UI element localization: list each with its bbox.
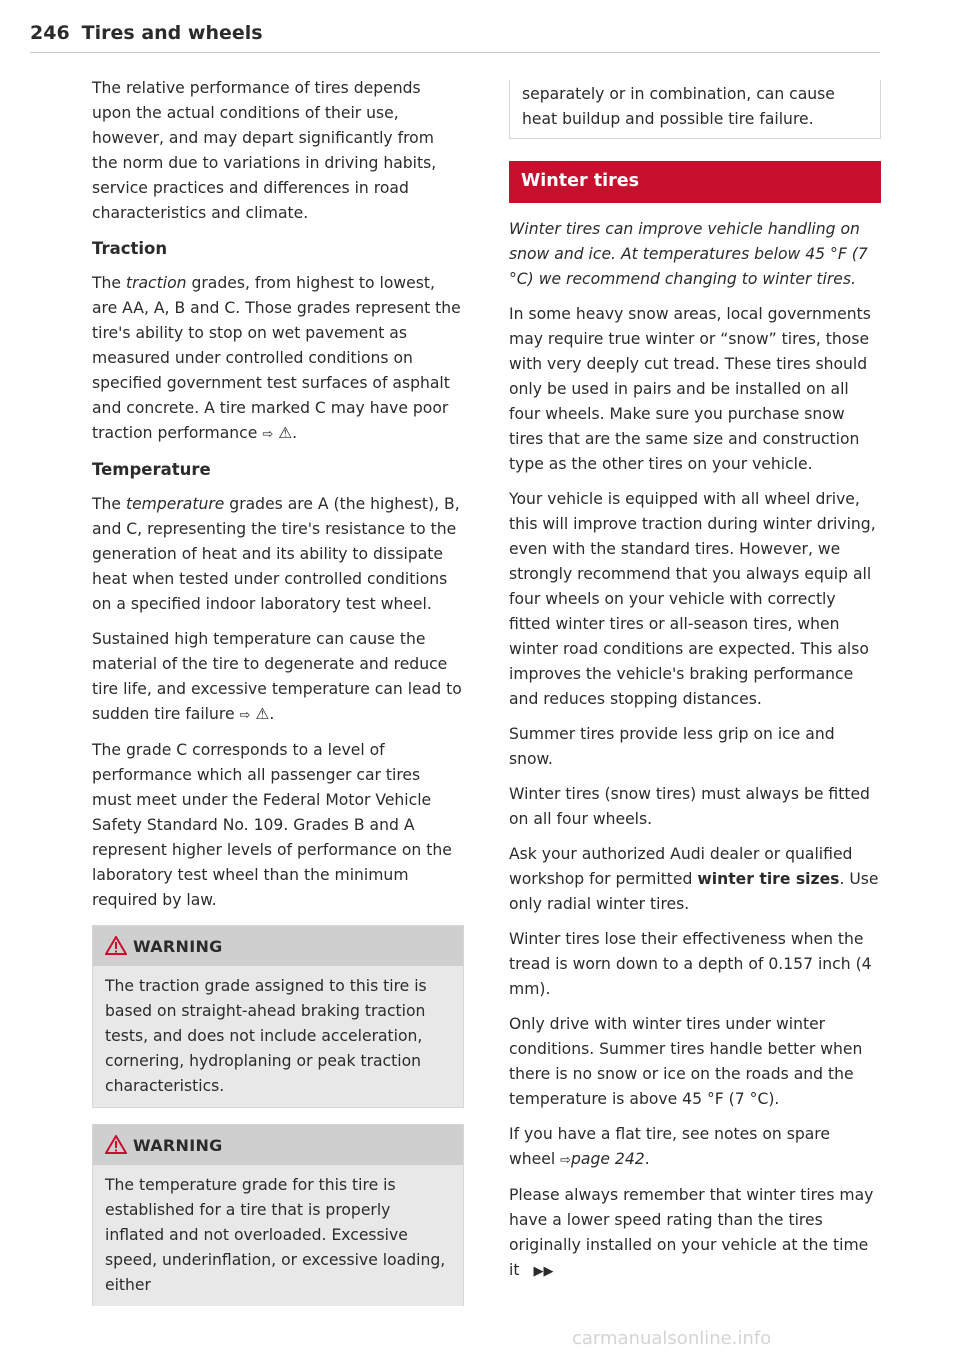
watermark: carmanualsonline.info (572, 1328, 772, 1349)
continue-arrow-icon: ▶▶ (533, 1264, 554, 1279)
temperature-paragraph-3: The grade C corresponds to a level of performance which all passenger car tires must meet under the Federal Motor Vehicle Safety Standard No. 109. Grades B and A represent higher levels of performance on the laboratory test wheel than the minimum required by law. (92, 741, 452, 909)
page-link[interactable]: page 242 (571, 1150, 645, 1168)
warning-header: WARNING (93, 1125, 463, 1165)
winter-paragraph-9: Please always remember that winter tires may have a lower speed rating than the tires originally installed on your vehicle at the time it ▶▶ (509, 1186, 874, 1279)
left-column (92, 76, 464, 1306)
arrow-right-icon: ⇨ (262, 427, 274, 442)
warning-triangle-icon (105, 936, 127, 955)
temperature-paragraph-1: The temperature grades are A (the highest), B, and C, representing the tire's resistance to the generation of heat and its ability to dissipate heat when tested under controlled conditions on a specified indoor laboratory test wheel. (92, 495, 460, 613)
warning-text: The traction grade assigned to this tire is based on straight-ahead braking traction tests, and does not include acceleration, cornering, hydroplaning or peak traction characteristics. (105, 977, 427, 1095)
temperature-paragraph-2: Sustained high temperature can cause the material of the tire to degenerate and reduce tire life, and excessive temperature can lead to sudden tire failure ⇨ ⚠. (92, 630, 462, 723)
warning-ref-icon[interactable]: ⚠ (278, 424, 293, 442)
winter-paragraph-4: Winter tires (snow tires) must always be fitted on all four wheels. (509, 785, 870, 828)
warning-box-temperature (92, 1124, 464, 1306)
header-rule (30, 52, 880, 53)
arrow-right-icon: ⇨ (239, 708, 251, 723)
arrow-right-icon: ⇨ (560, 1153, 572, 1168)
page-header (30, 22, 880, 44)
winter-lead: Winter tires can improve vehicle handling on snow and ice. At temperatures below 45 °F (7 °C) we recommend changing to winter tires. (509, 220, 868, 288)
warning-header: WARNING (93, 926, 463, 966)
temperature-heading: Temperature (92, 460, 211, 479)
winter-paragraph-3: Summer tires provide less grip on ice and snow. (509, 725, 835, 768)
warning-text: The temperature grade for this tire is established for a tire that is properly inflated and not overloaded. Excessive speed, underinflation, or excessive loading, either (105, 1176, 446, 1294)
winter-paragraph-5: Ask your authorized Audi dealer or qualified workshop for permitted winter tire sizes. Use only radial winter tires. (509, 845, 879, 913)
warning-triangle-icon (105, 1135, 127, 1154)
winter-paragraph-6: Winter tires lose their effectiveness when the tread is worn down to a depth of 0.157 inch (4 mm). (509, 930, 872, 998)
warning-ref-icon[interactable]: ⚠ (255, 705, 270, 723)
winter-paragraph-8: If you have a flat tire, see notes on spare wheel ⇨page 242. (509, 1125, 830, 1168)
warning-continuation-text: separately or in combination, can cause heat buildup and possible tire failure. (522, 85, 835, 128)
traction-paragraph: The traction grades, from highest to lowest, are AA, A, B and C. Those grades represent the tire's ability to stop on wet pavement as measured under controlled conditions on specified government test surfaces of asphalt and concrete. A tire marked C may have poor traction performance ⇨ ⚠. (92, 274, 461, 442)
warning-box-traction (92, 925, 464, 1108)
warning-continuation (509, 80, 881, 139)
section-title: Tires and wheels (81, 22, 263, 44)
intro-paragraph: The relative performance of tires depends upon the actual conditions of their use, however, and may depart significantly from the norm due to variations in driving habits, service practices and differences in road characteristics and climate. (92, 79, 437, 222)
traction-heading: Traction (92, 239, 168, 258)
winter-tires-heading: Winter tires (509, 161, 881, 203)
winter-paragraph-7: Only drive with winter tires under winter conditions. Summer tires handle better when there is no snow or ice on the roads and the temperature is above 45 °F (7 °C). (509, 1015, 863, 1108)
winter-paragraph-1: In some heavy snow areas, local governments may require true winter or “snow” tires, those with very deeply cut tread. These tires should only be used in pairs and be installed on all four wheels. Make sure you purchase snow tires that are the same size and construction type as the other tires on your vehicle. (509, 305, 871, 473)
right-column (509, 80, 881, 1294)
winter-paragraph-2: Your vehicle is equipped with all wheel drive, this will improve traction during winter driving, even with the standard tires. However, we strongly recommend that you always equip all four wheels on your vehicle with correctly fitted winter tires or all-season tires, when winter road conditions are expected. This also improves the vehicle's braking performance and reduces stopping distances. (509, 490, 876, 708)
page-number: 246 (30, 22, 70, 44)
